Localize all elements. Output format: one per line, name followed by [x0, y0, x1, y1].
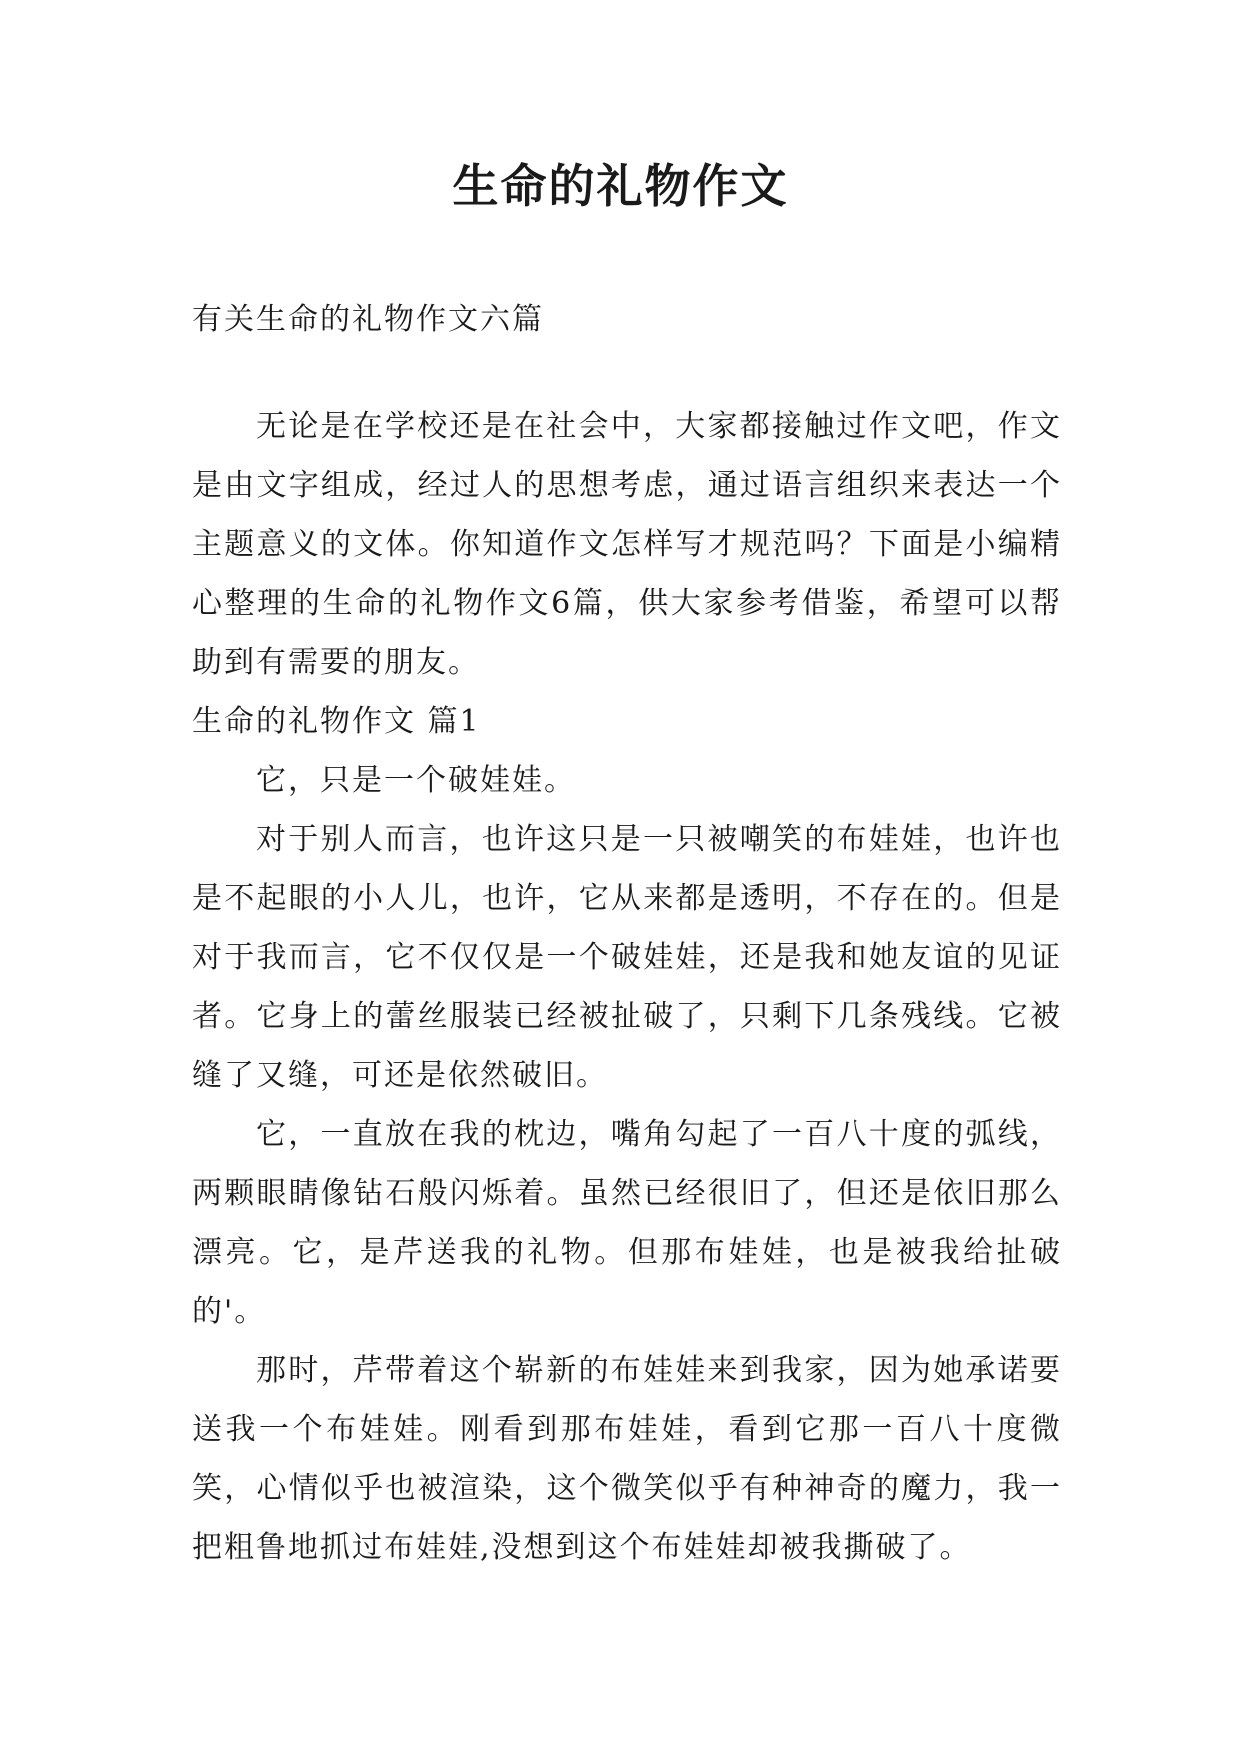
body-paragraph-3: 它，一直放在我的枕边，嘴角勾起了一百八十度的弧线，两颗眼睛像钻石般闪烁着。虽然已经很旧了，但还是依旧那么漂亮。它，是芹送我的礼物。但那布娃娃，也是被我给扯破的'。 [192, 1117, 1062, 1329]
section-heading: 生命的礼物作文 篇1 [192, 704, 481, 739]
document-subtitle: 有关生命的礼物作文六篇 [192, 302, 544, 337]
document-body [192, 290, 1062, 1577]
intro-paragraph: 无论是在学校还是在社会中，大家都接触过作文吧，作文是由文字组成，经过人的思想考虑，通过语言组织来表达一个主题意义的文体。你知道作文怎样写才规范吗？下面是小编精心整理的生命的礼物作文6篇，供大家参考借鉴，希望可以帮助到有需要的朋友。 [192, 409, 1062, 680]
body-paragraph-2: 对于别人而言，也许这只是一只被嘲笑的布娃娃，也许也是不起眼的小人儿，也许，它从来都是透明，不存在的。但是对于我而言，它不仅仅是一个破娃娃，还是我和她友谊的见证者。它身上的蕾丝服装已经被扯破了，只剩下几条残线。它被缝了又缝，可还是依然破旧。 [192, 822, 1062, 1093]
body-paragraph-4: 那时，芹带着这个崭新的布娃娃来到我家，因为她承诺要送我一个布娃娃。刚看到那布娃娃，看到它那一百八十度微笑，心情似乎也被渲染，这个微笑似乎有种神奇的魔力，我一把粗鲁地抓过布娃娃,没想到这个布娃娃却被我撕破了。 [192, 1353, 1062, 1565]
page-title: 生命的礼物作文 [452, 159, 789, 213]
body-paragraph-1: 它，只是一个破娃娃。 [256, 763, 576, 798]
